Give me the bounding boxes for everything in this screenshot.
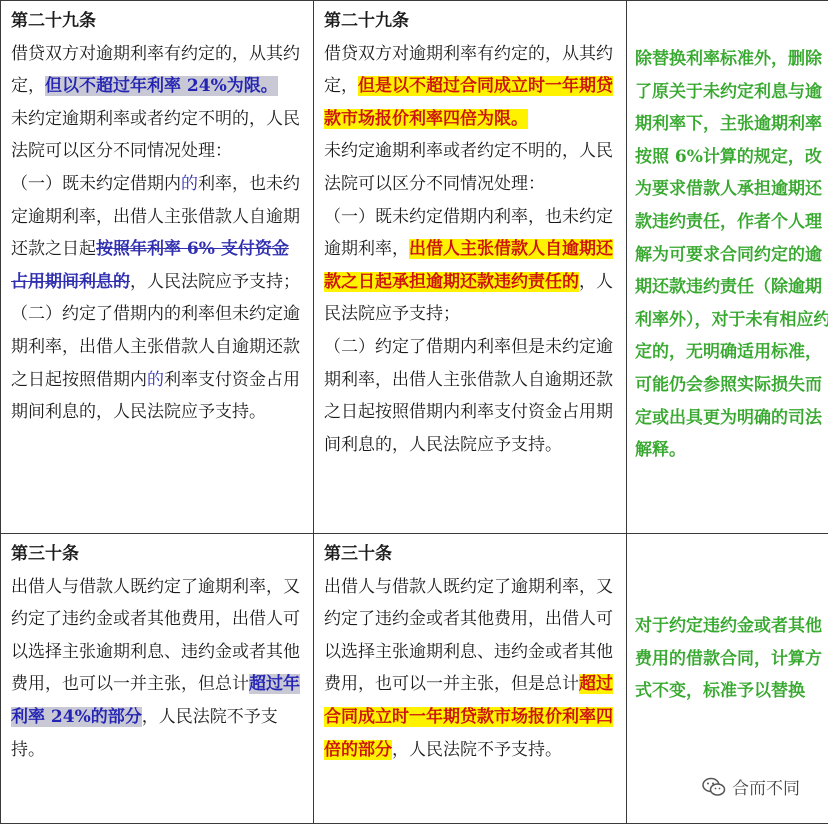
old-29-p4-text-a: （二）约定了借期内的利率但未约定逾期利率，出借人主张借款人自逾期还款之日起按照借期内: [11, 304, 300, 389]
note-article-30-text: 对于约定违约金或者其他费用的借款合同，计算方式不变，标准予以替换: [635, 538, 828, 708]
old-30-text-b: ，人民法院不予支持。: [11, 707, 278, 760]
old-article-30-cell: [1, 534, 314, 824]
new-article-29-title: 第二十九条: [324, 5, 616, 38]
table-row-article-29: [1, 1, 828, 534]
old-30-excess-highlight: 超过年利率 24%的部分: [11, 674, 300, 727]
note-article-29-cell: [627, 1, 828, 534]
new-article-30-title: 第三十条: [324, 538, 616, 571]
new-article-29-cell: [314, 1, 627, 534]
new-30-text-a: 出借人与借款人既约定了逾期利率，又约定了违约金或者其他费用，出借人可以选择主张逾期利息、违约金或者其他费用，也可以一并主张，但是总计: [324, 577, 613, 695]
old-29-p2-text: 未约定逾期利率或者约定不明的，人民法院可以区分不同情况处理：: [11, 109, 300, 162]
old-article-29-title: 第二十九条: [11, 5, 303, 38]
new-29-p3-text-b: ，人民法院应予支持；: [324, 272, 613, 325]
new-29-p1-text: 借贷双方对逾期利率有约定的，从其约定，: [324, 44, 613, 97]
old-29-deleted-clause: 按照年利率 6% 支付资金占用期间利息的: [11, 239, 289, 292]
old-29-p4-text-c: 利率支付资金占用期间利息的，人民法院应予支持。: [11, 370, 300, 423]
new-30-text-b: ，人民法院不予支持。: [392, 740, 562, 760]
old-article-30-title: 第三十条: [11, 538, 303, 571]
old-29-p3-blue-char: 的: [181, 174, 198, 194]
old-30-text-a: 出借人与借款人既约定了逾期利率，又约定了违约金或者其他费用，出借人可以选择主张逾期利息、违约金或者其他费用，也可以一并主张，但总计: [11, 577, 300, 695]
new-29-rate-cap-highlight: 但是以不超过合同成立时一年期贷款市场报价利率四倍为限。: [324, 76, 613, 129]
new-29-p3-text-a: （一）既未约定借期内利率，也未约定逾期利率，: [324, 207, 613, 260]
new-29-p4-text: （二）约定了借期内利率但是未约定逾期利率，出借人主张借款人自逾期还款之日起按照借期内利率支付资金占用期间利息的，人民法院应予支持。: [324, 337, 613, 455]
new-29-p2-text: 未约定逾期利率或者约定不明的，人民法院可以区分不同情况处理：: [324, 141, 613, 194]
new-article-30-cell: [314, 534, 627, 824]
old-29-p3-text-c: 利率，也未约定逾期利率，出借人主张借款人自逾期还款之日起: [11, 174, 300, 259]
watermark-text: 合而不同: [732, 774, 800, 799]
old-29-p1-text: 借贷双方对逾期利率有约定的，从其约定，: [11, 44, 300, 97]
old-29-p4-blue-char: 的: [147, 370, 164, 390]
old-29-rate-cap-highlight: 但以不超过年利率 24%为限。: [45, 76, 278, 96]
old-29-p3-text-d: ，人民法院应予支持；: [130, 272, 300, 292]
note-article-29-text: 除替换利率标准外，删除了原关于未约定利息与逾期利率下，主张逾期利率按照 6%计算的规定，改为要求借款人承担逾期还款违约责任，作者个人理解为可要求合同约定的逾期还款违约责任（除逾期利率外），对于未有相应约定的，无明确适用标准，可能仍会参照实际损失而定或出具更为明确的司法解释。: [635, 5, 828, 467]
watermark: [702, 774, 800, 799]
wechat-icon: [702, 777, 726, 797]
old-29-p3-text-a: （一）既未约定借期内: [11, 174, 181, 194]
new-29-liability-highlight: 出借人主张借款人自逾期还款之日起承担逾期还款违约责任的: [324, 239, 613, 292]
new-30-excess-highlight: 超过合同成立时一年期贷款市场报价利率四倍的部分: [324, 674, 613, 759]
old-article-29-cell: [1, 1, 314, 534]
